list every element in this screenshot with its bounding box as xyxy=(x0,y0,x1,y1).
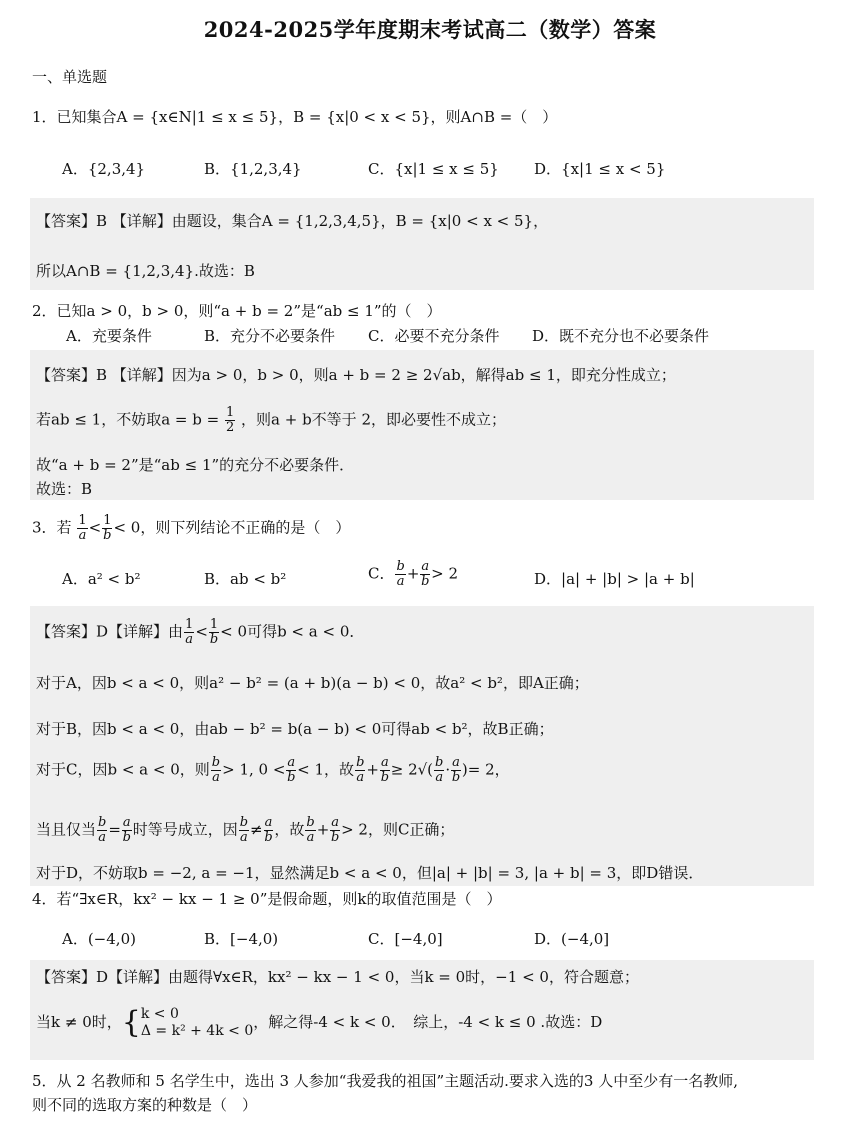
answer-3-line-2: 对于A，因b < a < 0，则a² − b² = (a + b)(a − b) < 0，故a² < b²，即A正确； xyxy=(36,674,589,692)
q1-option-c[interactable]: C．{x|1 ≤ x ≤ 5} xyxy=(368,160,499,178)
answer-1-line-2: 所以A∩B = {1,2,3,4}.故选：B xyxy=(36,262,255,280)
answer-2-line-3: 故“a + b = 2”是“ab ≤ 1”的充分不必要条件． xyxy=(36,456,355,474)
q4-option-a[interactable]: A．(−4,0) xyxy=(62,930,136,948)
answer-3-text: 【答案】D【详解】由 xyxy=(36,622,184,641)
question-3-stem: 3．若 $\frac{1}{a}$ < $\frac{1}{b}$ < 0，则下列结论不正确的是（ ） xyxy=(32,513,351,543)
section-heading: 一、单选题 xyxy=(32,68,108,86)
answer-3-line-3: 对于B，因b < a < 0，由ab − b² = b(a − b) < 0可得ab < b²，故B正确； xyxy=(36,720,554,738)
answer-4-line-2 xyxy=(36,1006,602,1040)
left-brace: { xyxy=(121,1005,141,1040)
answer-2-text-tail: ，则a + b不等于 2，即必要性不成立； xyxy=(241,410,506,429)
a3l5-d: > 2，则C正确； xyxy=(341,820,455,839)
q1-option-a[interactable]: A．{2,3,4} xyxy=(62,160,146,178)
q3-option-c-label: C． xyxy=(368,564,395,583)
answer-3-line-1: 【答案】D【详解】由 $\frac{1}{a}$ < $\frac{1}{b}$ < 0可得b < a < 0． xyxy=(36,617,365,647)
q2-option-b[interactable]: B．充分不必要条件 xyxy=(204,327,336,345)
answer-2-line-2 xyxy=(36,406,506,435)
q4-option-c[interactable]: C．[−4,0] xyxy=(368,930,443,948)
a3l4-c: < 1，故 xyxy=(297,760,355,779)
q3-stem-prefix: 3．若 xyxy=(32,518,72,537)
question-4-stem: 4．若“∃x∈R，kx² − kx − 1 ≥ 0”是假命题，则k的取值范围是（ ） xyxy=(32,890,502,908)
a3l5-a: 当且仅当 xyxy=(36,820,97,839)
q3-stem-suffix: ，则下列结论不正确的是（ ） xyxy=(140,518,351,537)
answer-4-line-1: 【答案】D【详解】由题得∀x∈R，kx² − kx − 1 < 0，当k = 0时，−1 < 0，符合题意； xyxy=(36,968,639,986)
answer-3-line-6: 对于D，不妨取b = −2, a = −1，显然满足b < a < 0，但|a| + |b| = 3, |a + b| = 3，即D错误． xyxy=(36,864,704,882)
question-5-line-2: 则不同的选取方案的种数是（ ） xyxy=(32,1096,258,1114)
sys-line-2: Δ = k² + 4k < 0 xyxy=(140,1023,254,1039)
a3l5-b: 时等号成立，因 xyxy=(132,820,238,839)
a3l5-c: ，故 xyxy=(274,820,305,839)
q2-option-d[interactable]: D．既不充分也不必要条件 xyxy=(532,327,710,345)
question-2-stem: 2．已知a > 0，b > 0，则“a + b = 2”是“ab ≤ 1”的（ ） xyxy=(32,302,442,320)
a3l4-d: ≥ 2 xyxy=(390,760,418,779)
q3-option-a[interactable]: A．a² < b² xyxy=(62,570,141,588)
answer-3-line-5: 当且仅当 $\frac{b}{a}$ = $\frac{a}{b}$ 时等号成立，因 $\frac{b}{a}$ ≠ $\frac{a}{b}$ ，故 $\frac{b}{a}$ + $\frac{a}{b}$ > 2，则C正确； xyxy=(36,815,455,845)
q2-option-c[interactable]: C．必要不充分条件 xyxy=(368,327,500,345)
question-5-line-1: 5．从 2 名教师和 5 名学生中，选出 3 人参加“我爱我的祖国”主题活动.要求入选的3 人中至少有一名教师, xyxy=(32,1072,738,1090)
answer-block-1 xyxy=(30,198,814,290)
q1-option-d[interactable]: D．{x|1 ≤ x < 5} xyxy=(534,160,666,178)
answer-block-3 xyxy=(30,606,814,886)
q4-option-d[interactable]: D．(−4,0] xyxy=(534,930,610,948)
sys-line-1: k < 0 xyxy=(140,1006,179,1022)
answer-2-line-1: 【答案】B 【详解】因为a > 0，b > 0，则a + b = 2 ≥ 2√ab，解得ab ≤ 1，即充分性成立； xyxy=(36,366,676,384)
q4-option-b[interactable]: B．[−4,0) xyxy=(204,930,279,948)
fraction-1-over-a: $\frac{1}{a}$ xyxy=(78,513,87,543)
inequality-system xyxy=(141,1006,253,1040)
q3-option-b[interactable]: B．ab < b² xyxy=(204,570,287,588)
answer-3-line-4: 对于C，因b < a < 0，则 $\frac{b}{a}$ > 1, 0 < $\frac{a}{b}$ < 1，故 $\frac{b}{a}$ + $\frac{a}{b}$ ≥ 2√( $\frac{b}{a}$ · $\frac{a}{b}$ )= 2， xyxy=(36,755,510,785)
answer-3-text-b: 可得b < a < 0． xyxy=(247,622,365,641)
q2-option-a[interactable]: A．充要条件 xyxy=(66,327,152,345)
fraction-1-over-b: $\frac{1}{b}$ xyxy=(103,513,112,543)
a4l2-a: 当k ≠ 0时， xyxy=(36,1013,122,1031)
answer-1-line-1: 【答案】B 【详解】由题设，集合A = {1,2,3,4,5}，B = {x|0 < x < 5}， xyxy=(36,212,549,230)
fraction-numerator: 1 xyxy=(225,405,235,420)
q3-option-d[interactable]: D．|a| + |b| > |a + b| xyxy=(534,570,695,588)
answer-2-line-4: 故选：B xyxy=(36,480,93,498)
a3l4-b: > 1, 0 < xyxy=(222,760,286,779)
q3-option-c-tail: > 2 xyxy=(431,564,459,583)
answer-block-4 xyxy=(30,960,814,1060)
fraction-half xyxy=(225,406,235,435)
q1-option-b[interactable]: B．{1,2,3,4} xyxy=(204,160,302,178)
fraction-denominator: 2 xyxy=(225,420,235,435)
a3l4-e: = 2， xyxy=(467,760,510,779)
answer-2-text: 若ab ≤ 1，不妨取a = b = xyxy=(36,410,220,429)
question-1-stem: 1．已知集合A = {x∈N|1 ≤ x ≤ 5}，B = {x|0 < x < 5}，则A∩B =（ ） xyxy=(32,108,558,126)
a4l2-b: ，解之得-4 < k < 0． 综上，-4 < k ≤ 0 .故选：D xyxy=(253,1013,603,1031)
page-title: 2024-2025学年度期末考试高二（数学）答案 xyxy=(203,17,657,42)
a3l4-a: 对于C，因b < a < 0，则 xyxy=(36,760,210,779)
q3-option-c[interactable]: C． $\frac{b}{a}$ + $\frac{a}{b}$ > 2 xyxy=(368,559,459,589)
answer-block-2 xyxy=(30,350,814,500)
